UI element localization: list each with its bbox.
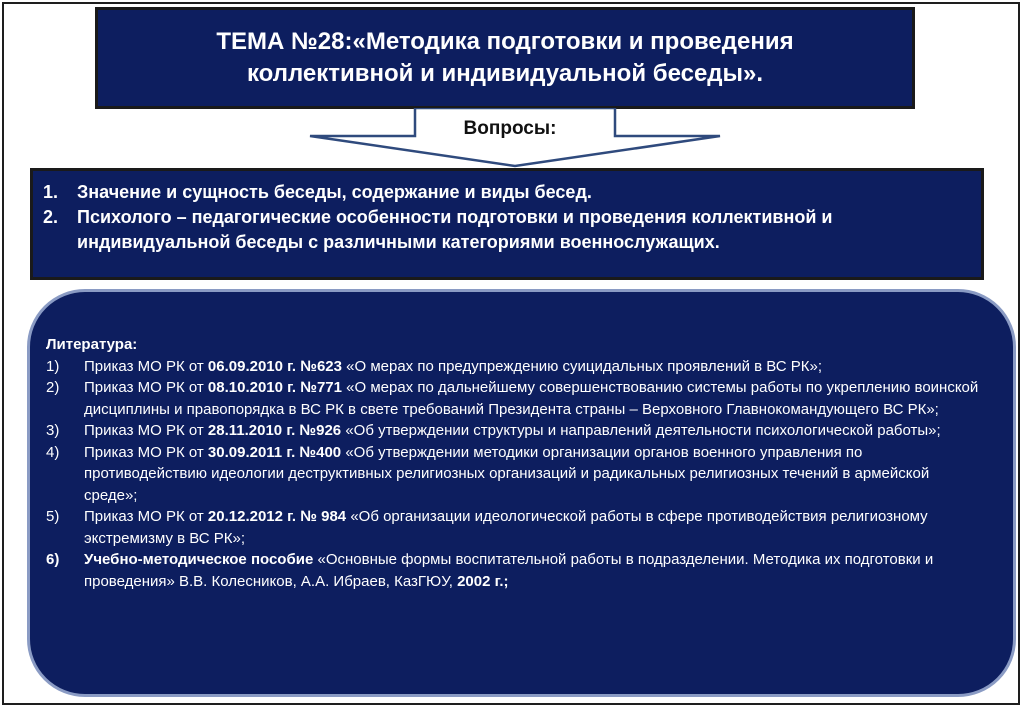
order-title: «Об утверждении методики организации органов военного управления по противодействию идеологии деструктивных религиозных организаций и радикальных религиозных течений в армейской среде»;	[84, 443, 930, 504]
order-date-number: 20.12.2012 г. № 984	[207, 508, 347, 525]
order-prefix: Приказ МО РК от	[84, 443, 208, 461]
literature-item	[46, 377, 983, 420]
order-prefix: Приказ МО РК от	[84, 422, 208, 439]
questions-box	[30, 168, 984, 280]
literature-heading: Литература:	[46, 336, 138, 353]
order-title: «О мерах по дальнейшему совершенствованию системы работы по укреплению воинской дисциплины и правопорядка в ВС РК в свете требований Президента страны – Верховного Главнокомандующего ВС РК»;	[84, 379, 979, 418]
questions-label: Вопросы:	[463, 118, 557, 139]
order-prefix: Приказ МО РК от	[84, 357, 208, 375]
manual-type: Учебно-методическое пособие	[84, 551, 314, 568]
literature-text	[84, 420, 983, 442]
literature-item	[46, 506, 983, 549]
literature-item	[46, 549, 983, 592]
manual-title: «Основные формы воспитательной работы в подразделении. Методика их подготовки и проведения» В.В. Колесников, А.А. Ибраев, КазГЮУ,	[84, 551, 934, 590]
literature-item	[46, 442, 983, 507]
question-number: 1.	[43, 182, 59, 202]
order-date-number: 28.11.2010 г. №926	[207, 422, 342, 439]
manual-year: 2002 г.;	[457, 572, 509, 590]
question-text: Значение и сущность беседы, содержание и виды бесед.	[77, 182, 592, 202]
literature-item	[46, 356, 983, 378]
literature-number: 1)	[46, 357, 60, 375]
literature-box	[27, 289, 1016, 697]
order-date-number: 30.09.2011 г. №400	[207, 443, 342, 461]
title-box	[95, 7, 915, 109]
order-title: «О мерах по предупреждению суицидальных проявлений в ВС РК»;	[341, 357, 823, 375]
literature-text	[84, 549, 983, 592]
order-title: «Об организации идеологической работы в сфере противодействия религиозному экстремизму в ВС РК»;	[84, 508, 928, 547]
literature-text	[84, 377, 983, 420]
title-line-1: ТЕМА №28:«Методика подготовки и проведения	[216, 28, 794, 55]
literature-number: 2)	[46, 379, 60, 396]
question-text: Психолого – педагогические особенности подготовки и проведения коллективной и индивидуальной беседы с различными категориями военнослужащих.	[77, 207, 833, 252]
order-date-number: 08.10.2010 г. №771	[207, 379, 342, 396]
question-item	[43, 205, 971, 255]
question-item	[43, 180, 971, 205]
order-prefix: Приказ МО РК от	[84, 508, 208, 525]
title-line-2: коллективной и индивидуальной беседы».	[246, 60, 764, 87]
literature-item	[46, 420, 983, 442]
order-prefix: Приказ МО РК от	[84, 379, 208, 396]
question-number: 2.	[43, 207, 59, 227]
literature-number: 6)	[46, 551, 60, 568]
literature-number: 3)	[46, 422, 60, 439]
literature-number: 4)	[46, 443, 60, 461]
literature-number: 5)	[46, 508, 60, 525]
order-date-number: 06.09.2010 г. №623	[207, 357, 342, 375]
literature-text	[84, 506, 983, 549]
literature-text	[84, 442, 983, 507]
order-title: «Об утверждении структуры и направлений деятельности психологической работы»;	[341, 422, 941, 439]
literature-text	[84, 356, 983, 378]
